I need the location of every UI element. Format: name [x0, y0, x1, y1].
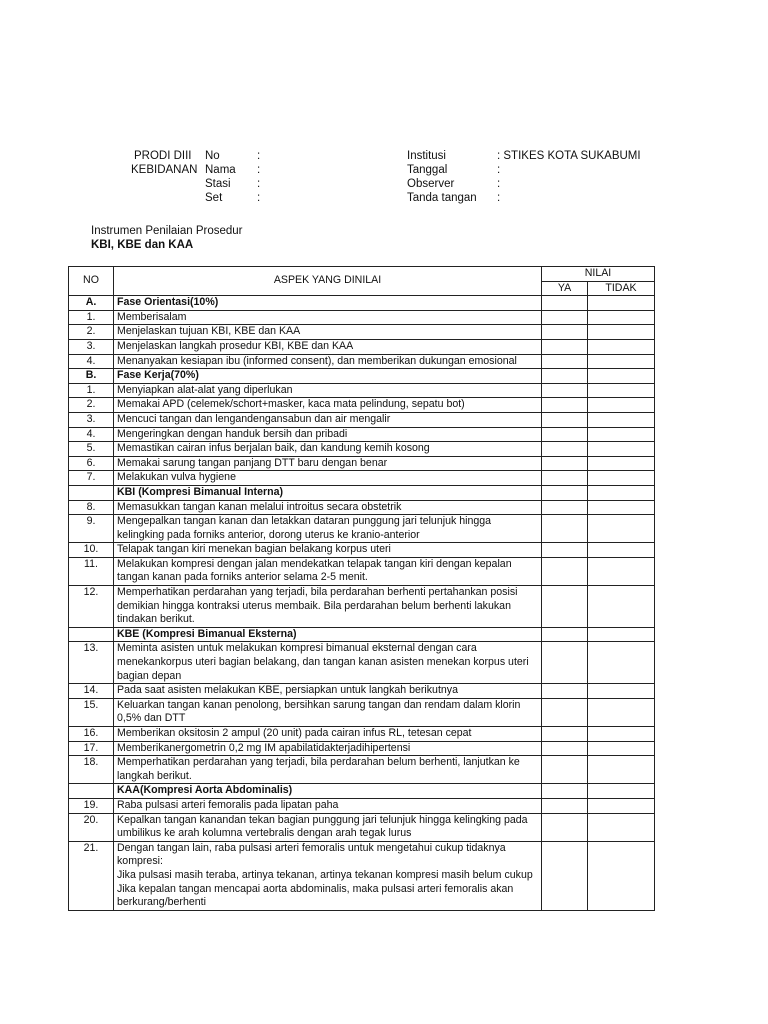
table-header-row	[69, 267, 655, 282]
row-number: 5.	[69, 442, 114, 457]
aspect-text: Menjelaskan tujuan KBI, KBE dan KAA	[114, 325, 542, 340]
score-ya-cell[interactable]	[542, 500, 588, 515]
score-ya-cell[interactable]	[542, 741, 588, 756]
table-row	[69, 698, 655, 726]
score-ya-cell[interactable]	[542, 698, 588, 726]
aspect-text: Menanyakan kesiapan ibu (informed consent), dan memberikan dukungan emosional	[114, 354, 542, 369]
header-ya: YA	[542, 281, 588, 296]
score-ya-cell[interactable]	[542, 354, 588, 369]
table-row	[69, 354, 655, 369]
score-tidak-cell[interactable]	[588, 515, 655, 543]
score-ya-cell[interactable]	[542, 485, 588, 500]
table-row	[69, 339, 655, 354]
score-tidak-cell[interactable]	[588, 456, 655, 471]
score-ya-cell[interactable]	[542, 398, 588, 413]
score-tidak-cell[interactable]	[588, 813, 655, 841]
score-tidak-cell[interactable]	[588, 784, 655, 799]
row-number: 6.	[69, 456, 114, 471]
score-tidak-cell[interactable]	[588, 369, 655, 384]
field-no-colon: :	[257, 150, 261, 162]
section-title: Fase Orientasi(10%)	[114, 296, 542, 311]
aspect-text: Pada saat asisten melakukan KBE, persiapkan untuk langkah berikutnya	[114, 684, 542, 699]
table-row	[69, 325, 655, 340]
table-row	[69, 456, 655, 471]
score-ya-cell[interactable]	[542, 339, 588, 354]
field-tanda-tangan-value: :	[497, 192, 501, 204]
aspect-text: Memberikan oksitosin 2 ampul (20 unit) pada cairan infus RL, tetesan cepat	[114, 727, 542, 742]
score-tidak-cell[interactable]	[588, 627, 655, 642]
aspect-text: Melakukan kompresi dengan jalan mendekatkan telapak tangan kiri dengan kepalan tangan kanan pada forniks anterior selama 2-5 menit.	[114, 557, 542, 585]
score-tidak-cell[interactable]	[588, 310, 655, 325]
table-row	[69, 813, 655, 841]
score-ya-cell[interactable]	[542, 684, 588, 699]
table-row	[69, 841, 655, 910]
score-tidak-cell[interactable]	[588, 412, 655, 427]
field-institusi-value: : STIKES KOTA SUKABUMI	[497, 150, 641, 162]
table-row	[69, 543, 655, 558]
field-nama-label: Nama	[205, 164, 236, 176]
score-tidak-cell[interactable]	[588, 500, 655, 515]
table-row	[69, 741, 655, 756]
table-row	[69, 756, 655, 784]
score-ya-cell[interactable]	[542, 642, 588, 684]
score-tidak-cell[interactable]	[588, 383, 655, 398]
table-row	[69, 586, 655, 628]
score-tidak-cell[interactable]	[588, 485, 655, 500]
aspect-text: Mencuci tangan dan lengandengansabun dan air mengalir	[114, 412, 542, 427]
header-no: NO	[69, 267, 114, 296]
row-number: 19.	[69, 798, 114, 813]
table-row	[69, 310, 655, 325]
table-row	[69, 383, 655, 398]
score-tidak-cell[interactable]	[588, 427, 655, 442]
score-tidak-cell[interactable]	[588, 741, 655, 756]
section-row	[69, 296, 655, 311]
aspect-text: Kepalkan tangan kanandan tekan bagian punggung jari telunjuk hingga kelingking pada umbilikus ke arah kolumna vertebralis dengan arah tegak lurus	[114, 813, 542, 841]
score-ya-cell[interactable]	[542, 369, 588, 384]
section-title: Fase Kerja(70%)	[114, 369, 542, 384]
table-body	[69, 296, 655, 911]
table-row	[69, 500, 655, 515]
document-subtitle: Instrumen Penilaian Prosedur	[91, 225, 243, 237]
score-tidak-cell[interactable]	[588, 339, 655, 354]
score-tidak-cell[interactable]	[588, 798, 655, 813]
aspect-text: Melakukan vulva hygiene	[114, 471, 542, 486]
row-number: 1.	[69, 310, 114, 325]
table-row	[69, 442, 655, 457]
score-ya-cell[interactable]	[542, 627, 588, 642]
aspect-text: Mengeringkan dengan handuk bersih dan pribadi	[114, 427, 542, 442]
table-row	[69, 684, 655, 699]
score-ya-cell[interactable]	[542, 442, 588, 457]
row-number: 13.	[69, 642, 114, 684]
header-aspek: ASPEK YANG DINILAI	[114, 267, 542, 296]
aspect-text: Memakai APD (celemek/schort+masker, kaca mata pelindung, sepatu bot)	[114, 398, 542, 413]
score-tidak-cell[interactable]	[588, 442, 655, 457]
score-ya-cell[interactable]	[542, 841, 588, 910]
score-ya-cell[interactable]	[542, 543, 588, 558]
field-set-colon: :	[257, 192, 261, 204]
field-no-label: No	[205, 150, 220, 162]
section-title: KBI (Kompresi Bimanual Interna)	[114, 485, 542, 500]
score-tidak-cell[interactable]	[588, 698, 655, 726]
aspect-text: Memperhatikan perdarahan yang terjadi, bila perdarahan belum berhenti, lanjutkan ke langkah berikut.	[114, 756, 542, 784]
row-number: 14.	[69, 684, 114, 699]
score-tidak-cell[interactable]	[588, 841, 655, 910]
score-tidak-cell[interactable]	[588, 586, 655, 628]
score-tidak-cell[interactable]	[588, 354, 655, 369]
score-tidak-cell[interactable]	[588, 543, 655, 558]
row-number	[69, 784, 114, 799]
table-row	[69, 427, 655, 442]
document-title: KBI, KBE dan KAA	[91, 239, 194, 251]
score-ya-cell[interactable]	[542, 727, 588, 742]
field-nama-colon: :	[257, 164, 261, 176]
score-tidak-cell[interactable]	[588, 557, 655, 585]
table-row	[69, 398, 655, 413]
row-number: 2.	[69, 325, 114, 340]
score-ya-cell[interactable]	[542, 412, 588, 427]
score-ya-cell[interactable]	[542, 383, 588, 398]
field-stasi-colon: :	[257, 178, 261, 190]
table-row	[69, 515, 655, 543]
score-ya-cell[interactable]	[542, 296, 588, 311]
row-number: A.	[69, 296, 114, 311]
aspect-text: Memperhatikan perdarahan yang terjadi, bila perdarahan berhenti pertahankan posisi demikian hingga kontraksi uterus membaik. Bila perdarahan belum berhenti lakukan tindakan berikut.	[114, 586, 542, 628]
row-number: 9.	[69, 515, 114, 543]
row-number: 16.	[69, 727, 114, 742]
score-ya-cell[interactable]	[542, 813, 588, 841]
aspect-text: Raba pulsasi arteri femoralis pada lipatan paha	[114, 798, 542, 813]
assessment-table	[68, 266, 655, 911]
score-tidak-cell[interactable]	[588, 398, 655, 413]
header-nilai: NILAI	[542, 267, 655, 282]
score-tidak-cell[interactable]	[588, 642, 655, 684]
aspect-text: Menjelaskan langkah prosedur KBI, KBE dan KAA	[114, 339, 542, 354]
row-number: 11.	[69, 557, 114, 585]
aspect-text: Dengan tangan lain, raba pulsasi arteri femoralis untuk mengetahui cukup tidaknya kompresi: Jika pulsasi masih teraba, artinya tekanan, artinya tekanan kompresi masih belum cukup Jika kepalan tangan mencapai aorta abdominalis, maka pulsasi arteri femoralis akan berkurang/berhenti	[114, 841, 542, 910]
row-number: 20.	[69, 813, 114, 841]
aspect-text: Menyiapkan alat-alat yang diperlukan	[114, 383, 542, 398]
section-title: KBE (Kompresi Bimanual Eksterna)	[114, 627, 542, 642]
table-row	[69, 642, 655, 684]
table-row	[69, 798, 655, 813]
score-ya-cell[interactable]	[542, 515, 588, 543]
table-row	[69, 727, 655, 742]
field-tanda-tangan-label: Tanda tangan	[407, 192, 477, 204]
row-number: 8.	[69, 500, 114, 515]
score-tidak-cell[interactable]	[588, 471, 655, 486]
aspect-text: Keluarkan tangan kanan penolong, bersihkan sarung tangan dan rendam dalam klorin 0,5% dan DTT	[114, 698, 542, 726]
row-number: 4.	[69, 427, 114, 442]
score-tidak-cell[interactable]	[588, 684, 655, 699]
row-number: 12.	[69, 586, 114, 628]
section-title: KAA(Kompresi Aorta Abdominalis)	[114, 784, 542, 799]
table-row	[69, 557, 655, 585]
score-ya-cell[interactable]	[542, 456, 588, 471]
row-number	[69, 627, 114, 642]
row-number: 2.	[69, 398, 114, 413]
score-tidak-cell[interactable]	[588, 727, 655, 742]
score-ya-cell[interactable]	[542, 784, 588, 799]
prodi-line-1: PRODI DIII	[134, 150, 192, 162]
section-row	[69, 627, 655, 642]
row-number: 17.	[69, 741, 114, 756]
row-number: 4.	[69, 354, 114, 369]
field-institusi-label: Institusi	[407, 150, 446, 162]
row-number	[69, 485, 114, 500]
row-number: 15.	[69, 698, 114, 726]
aspect-text: Memastikan cairan infus berjalan baik, dan kandung kemih kosong	[114, 442, 542, 457]
score-ya-cell[interactable]	[542, 586, 588, 628]
field-observer-label: Observer	[407, 178, 455, 190]
field-set-label: Set	[205, 192, 223, 204]
section-row	[69, 485, 655, 500]
aspect-text: Telapak tangan kiri menekan bagian belakang korpus uteri	[114, 543, 542, 558]
score-tidak-cell[interactable]	[588, 756, 655, 784]
score-ya-cell[interactable]	[542, 471, 588, 486]
score-ya-cell[interactable]	[542, 557, 588, 585]
prodi-line-2: KEBIDANAN	[131, 164, 198, 176]
section-row	[69, 784, 655, 799]
section-row	[69, 369, 655, 384]
aspect-text: Memberikanergometrin 0,2 mg IM apabilatidakterjadihipertensi	[114, 741, 542, 756]
score-ya-cell[interactable]	[542, 325, 588, 340]
score-ya-cell[interactable]	[542, 310, 588, 325]
row-number: 7.	[69, 471, 114, 486]
row-number: 3.	[69, 412, 114, 427]
aspect-text: Memakai sarung tangan panjang DTT baru dengan benar	[114, 456, 542, 471]
field-stasi-label: Stasi	[205, 178, 231, 190]
row-number: 1.	[69, 383, 114, 398]
score-ya-cell[interactable]	[542, 798, 588, 813]
row-number: 3.	[69, 339, 114, 354]
row-number: 10.	[69, 543, 114, 558]
field-tanggal-value: :	[497, 164, 501, 176]
aspect-text: Meminta asisten untuk melakukan kompresi bimanual eksternal dengan cara menekankorpus uteri bagian belakang, dan tangan kanan asisten menekan korpus uteri bagian depan	[114, 642, 542, 684]
table-row	[69, 471, 655, 486]
row-number: 18.	[69, 756, 114, 784]
score-tidak-cell[interactable]	[588, 296, 655, 311]
field-tanggal-label: Tanggal	[407, 164, 448, 176]
field-observer-value: :	[497, 178, 501, 190]
aspect-text: Memberisalam	[114, 310, 542, 325]
score-tidak-cell[interactable]	[588, 325, 655, 340]
row-number: B.	[69, 369, 114, 384]
score-ya-cell[interactable]	[542, 756, 588, 784]
header-tidak: TIDAK	[588, 281, 655, 296]
table-row	[69, 412, 655, 427]
row-number: 21.	[69, 841, 114, 910]
aspect-text: Mengepalkan tangan kanan dan letakkan dataran punggung jari telunjuk hingga kelingking pada forniks anterior, dorong uterus ke kranio-anterior	[114, 515, 542, 543]
score-ya-cell[interactable]	[542, 427, 588, 442]
aspect-text: Memasukkan tangan kanan melalui introitus secara obstetrik	[114, 500, 542, 515]
